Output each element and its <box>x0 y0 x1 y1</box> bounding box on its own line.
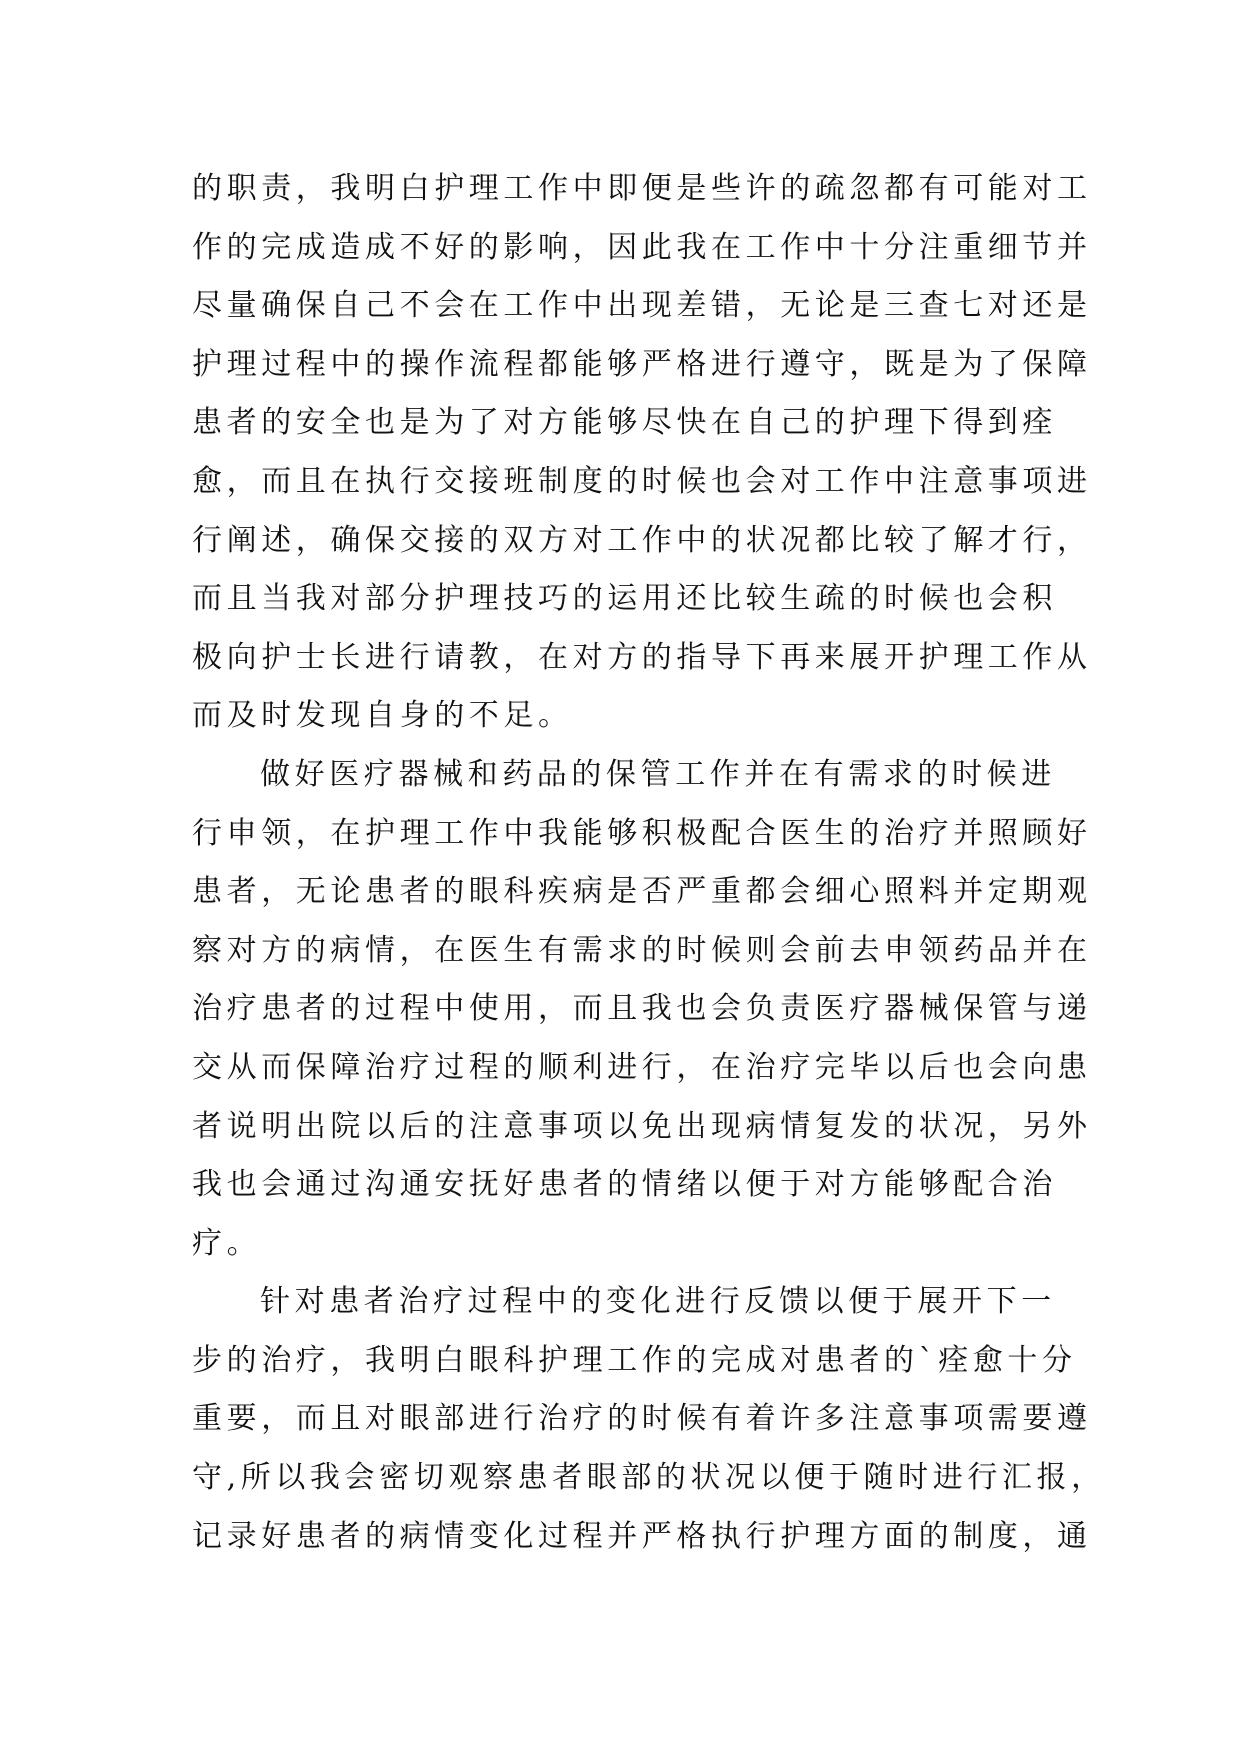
text-line: 治疗患者的过程中使用，而且我也会负责医疗器械保管与递 <box>192 991 1092 1027</box>
document-body <box>192 160 1106 1566</box>
text-line: 交从而保障治疗过程的顺利进行，在治疗完毕以后也会向患 <box>192 1049 1092 1085</box>
paragraph-2 <box>192 746 1092 1273</box>
text-line: 我也会通过沟通安抚好患者的情绪以便于对方能够配合治 <box>192 1167 1057 1203</box>
text-line: 记录好患者的病情变化过程并严格执行护理方面的制度，通 <box>192 1518 1092 1554</box>
text-line: 而且当我对部分护理技巧的运用还比较生疏的时候也会积 <box>192 581 1057 617</box>
text-line: 护理过程中的操作流程都能够严格进行遵守，既是为了保障 <box>192 346 1092 382</box>
text-line: 作的完成造成不好的影响，因此我在工作中十分注重细节并 <box>192 229 1092 265</box>
text-line: 重要，而且对眼部进行治疗的时候有着许多注意事项需要遵 <box>192 1401 1092 1437</box>
text-line: 针对患者治疗过程中的变化进行反馈以便于展开下一 <box>260 1284 1056 1320</box>
text-line: 察对方的病情，在医生有需求的时候则会前去申领药品并在 <box>192 932 1092 968</box>
text-line: 守,所以我会密切观察患者眼部的状况以便于随时进行汇报， <box>192 1460 1106 1496</box>
text-line: 的职责，我明白护理工作中即便是些许的疏忽都有可能对工 <box>192 171 1092 206</box>
text-line: 行申领，在护理工作中我能够积极配合医生的治疗并照顾好 <box>192 815 1092 851</box>
text-line: 尽量确保自己不会在工作中出现差错，无论是三查七对还是 <box>192 288 1092 324</box>
text-line: 患者，无论患者的眼科疾病是否严重都会细心照料并定期观 <box>192 874 1092 910</box>
text-line: 行阐述，确保交接的双方对工作中的状况都比较了解才行， <box>192 522 1092 558</box>
text-line: 者说明出院以后的注意事项以免出现病情复发的状况，另外 <box>192 1108 1092 1144</box>
paragraph-3 <box>192 1273 1106 1566</box>
text-line: 极向护士长进行请教，在对方的指导下再来展开护理工作从 <box>192 639 1092 675</box>
text-line: 做好医疗器械和药品的保管工作并在有需求的时候进 <box>260 756 1056 792</box>
paragraph-1 <box>192 160 1092 746</box>
text-line: 而及时发现自身的不足。 <box>192 698 573 734</box>
text-line: 疗。 <box>192 1225 262 1261</box>
text-line: 患者的安全也是为了对方能够尽快在自己的护理下得到痊 <box>192 405 1057 441</box>
text-line: 愈，而且在执行交接班制度的时候也会对工作中注意事项进 <box>192 463 1092 499</box>
text-line: 步的治疗，我明白眼科护理工作的完成对患者的`痊愈十分 <box>192 1342 1077 1378</box>
